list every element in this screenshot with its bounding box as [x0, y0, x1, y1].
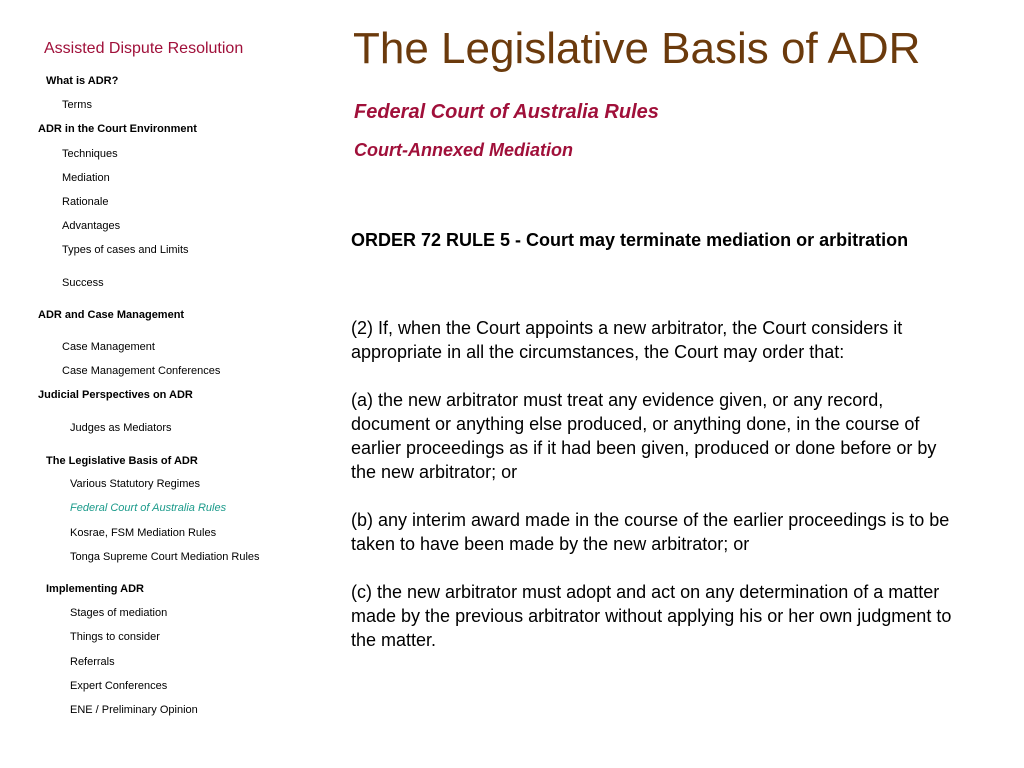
paragraph-2: (2) If, when the Court appoints a new arbitrator, the Court considers it appropriate in all the circumstances, the Court may order that: [351, 318, 903, 362]
sidebar-item-success[interactable]: Success [62, 277, 104, 289]
sidebar-item-techniques[interactable]: Techniques [62, 148, 118, 160]
sidebar-item-case-management[interactable]: Case Management [62, 341, 155, 353]
sidebar-item-ene[interactable]: ENE / Preliminary Opinion [70, 704, 198, 716]
rule-body [351, 316, 956, 676]
sidebar-item-things-to-consider[interactable]: Things to consider [70, 631, 160, 643]
subtitle-mediation: Court-Annexed Mediation [354, 140, 573, 160]
sidebar-item-implementing-adr[interactable]: Implementing ADR [46, 583, 144, 595]
sidebar-item-mediation[interactable]: Mediation [62, 172, 110, 184]
paragraph-c: (c) the new arbitrator must adopt and act on any determination of a matter made by the previous arbitrator without applying his or her own judgment to the matter. [351, 582, 952, 650]
paragraph-a: (a) the new arbitrator must treat any evidence given, or any record, document or anything else produced, or anything done, in the course of earlier proceedings as if it had been given, produced or done before or by the new arbitrator; or [351, 390, 937, 482]
sidebar-item-judges-as-mediators[interactable]: Judges as Mediators [70, 422, 172, 434]
sidebar-item-referrals[interactable]: Referrals [70, 656, 115, 668]
sidebar-item-advantages[interactable]: Advantages [62, 220, 121, 232]
sidebar-item-terms[interactable]: Terms [62, 99, 92, 111]
order-heading: ORDER 72 RULE 5 - Court may terminate mediation or arbitration [351, 230, 909, 250]
sidebar-item-tonga[interactable]: Tonga Supreme Court Mediation Rules [70, 551, 260, 563]
page-title: The Legislative Basis of ADR [353, 24, 921, 73]
sidebar-item-kosrae-fsm[interactable]: Kosrae, FSM Mediation Rules [70, 527, 217, 539]
sidebar-item-types-of-cases[interactable]: Types of cases and Limits [62, 244, 189, 256]
sidebar-item-legislative-basis[interactable]: The Legislative Basis of ADR [46, 455, 198, 467]
subtitle-rules: Federal Court of Australia Rules [354, 101, 659, 123]
sidebar-title: Assisted Dispute Resolution [44, 40, 244, 57]
sidebar-item-adr-case-management[interactable]: ADR and Case Management [38, 309, 185, 321]
sidebar-item-rationale[interactable]: Rationale [62, 196, 109, 208]
sidebar-item-what-is-adr[interactable]: What is ADR? [46, 75, 119, 87]
sidebar-item-various-statutory-regimes[interactable]: Various Statutory Regimes [70, 478, 201, 490]
paragraph-b: (b) any interim award made in the course of the earlier proceedings is to be taken to have been made by the new arbitrator; or [351, 510, 950, 554]
sidebar-item-expert-conferences[interactable]: Expert Conferences [70, 680, 168, 692]
sidebar-item-stages-of-mediation[interactable]: Stages of mediation [70, 607, 168, 619]
sidebar-item-case-management-conferences[interactable]: Case Management Conferences [62, 365, 221, 377]
sidebar-item-adr-court-environment[interactable]: ADR in the Court Environment [38, 123, 197, 135]
sidebar-item-judicial-perspectives[interactable]: Judicial Perspectives on ADR [38, 389, 193, 401]
sidebar-item-federal-court-rules[interactable]: Federal Court of Australia Rules [70, 502, 227, 514]
